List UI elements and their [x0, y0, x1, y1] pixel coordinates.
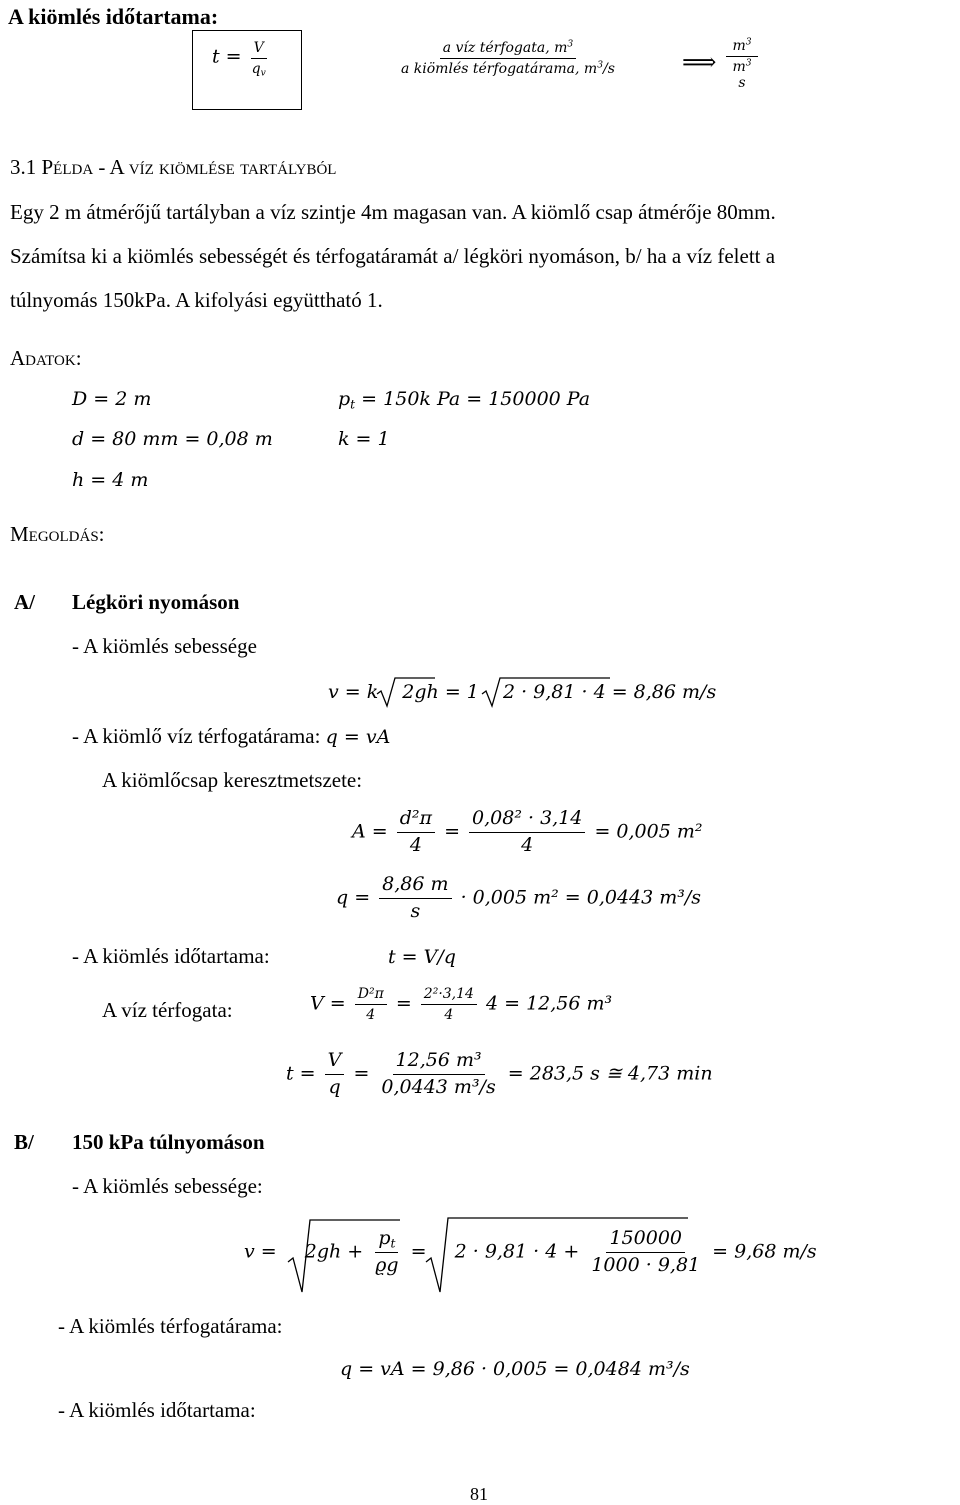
- a-velocity-formula: v = k 2gh = 1 2 · 9,81 · 4 = 8,86 m/s: [328, 681, 717, 703]
- example-text-line-3: túlnyomás 150kPa. A kifolyási együttható 1.: [10, 288, 383, 312]
- solution-heading: Megoldás:: [10, 522, 105, 546]
- b-time-label: - A kiömlés időtartama:: [58, 1398, 256, 1422]
- a-volume-label: A víz térfogata:: [102, 998, 233, 1022]
- sqrt-sign: [426, 1216, 691, 1294]
- a-flow-formula: q = $\frac{8,86 m}{s}$ · 0,005 m² = 0,0443 m³/s: [336, 873, 702, 922]
- a-area-formula: A = $\frac{\text{d²π}}{4}$ = $\frac{\text{0,08² · 3,14}}{4}$ = 0,005 m²: [352, 807, 703, 856]
- example-text-line-2: Számítsa ki a kiömlés sebességét és térfogatáramát a/ légköri nyomáson, b/ ha a víz felett a: [10, 244, 776, 268]
- a-time-formula: t = V/q: [388, 946, 456, 968]
- page-number: 81: [470, 1484, 488, 1504]
- time-formula: t = $\frac{V}{q_v}$: [212, 40, 266, 79]
- sqrt-sign: [482, 676, 622, 708]
- sqrt-sign: [288, 1218, 403, 1294]
- a-time-result-formula: t = $\frac{V}{q}$ = $\frac{\text{12,56 m³}}{\text{0,0443 m³/s}}$ = 283,5 s ≅ 4,73 min: [286, 1049, 713, 1098]
- a-time-label: - A kiömlés időtartama:: [72, 944, 270, 968]
- part-a-title: Légköri nyomáson: [72, 590, 240, 614]
- data-d: d = 80 mm = 0,08 m: [72, 428, 273, 450]
- data-D: D = 2 m: [72, 388, 152, 410]
- b-flow-label: - A kiömlés térfogatárama:: [58, 1314, 283, 1338]
- part-a-label: A/: [14, 590, 35, 614]
- example-heading: 3.1 Példa - A víz kiömlése tartályból: [10, 155, 337, 179]
- a-cross-section-label: A kiömlőcsap keresztmetszete:: [102, 768, 363, 792]
- part-b-label: B/: [14, 1130, 34, 1154]
- section-title: A kiömlés időtartama:: [8, 4, 219, 29]
- b-flow-formula: q = vA = 9,86 · 0,005 = 0,0484 m³/s: [340, 1358, 690, 1380]
- data-k: k = 1: [338, 428, 390, 450]
- b-velocity-label: - A kiömlés sebessége:: [72, 1174, 263, 1198]
- a-flow-label: - A kiömlő víz térfogatárama: q = vA: [72, 724, 391, 748]
- part-b-title: 150 kPa túlnyomáson: [72, 1130, 265, 1154]
- data-h: h = 4 m: [72, 469, 149, 491]
- a-volume-formula: V = $\frac{\text{D²π}}{4}$ = $\frac{\text{2²·3,14}}{4}$ 4 = 12,56 m³: [310, 986, 613, 1024]
- a-velocity-label: - A kiömlés sebessége: [72, 634, 257, 658]
- b-velocity-formula: v = 2gh + $\frac{p_t}{ϱg}$ = 2 · 9,81 · 4 + $\frac{150000}{1000 \cdot 9,81}$ = 9,68 m/s: [244, 1227, 817, 1276]
- data-heading: Adatok:: [10, 346, 82, 370]
- unit-result: $m^3$ $m^3$ s: [726, 38, 758, 91]
- data-pt: $p_t = 150k$ Pa = 150000 Pa: [338, 388, 591, 412]
- implies-arrow: ⟹: [682, 48, 717, 76]
- units-fraction: $\frac{a víz térfogata, m^3}{a kiömlés térfogatárama, m^3/s}$: [401, 39, 615, 78]
- example-text-line-1: Egy 2 m átmérőjű tartályban a víz szintje 4m magasan van. A kiömlő csap átmérője 80mm.: [10, 200, 776, 224]
- sqrt-sign: [377, 676, 437, 708]
